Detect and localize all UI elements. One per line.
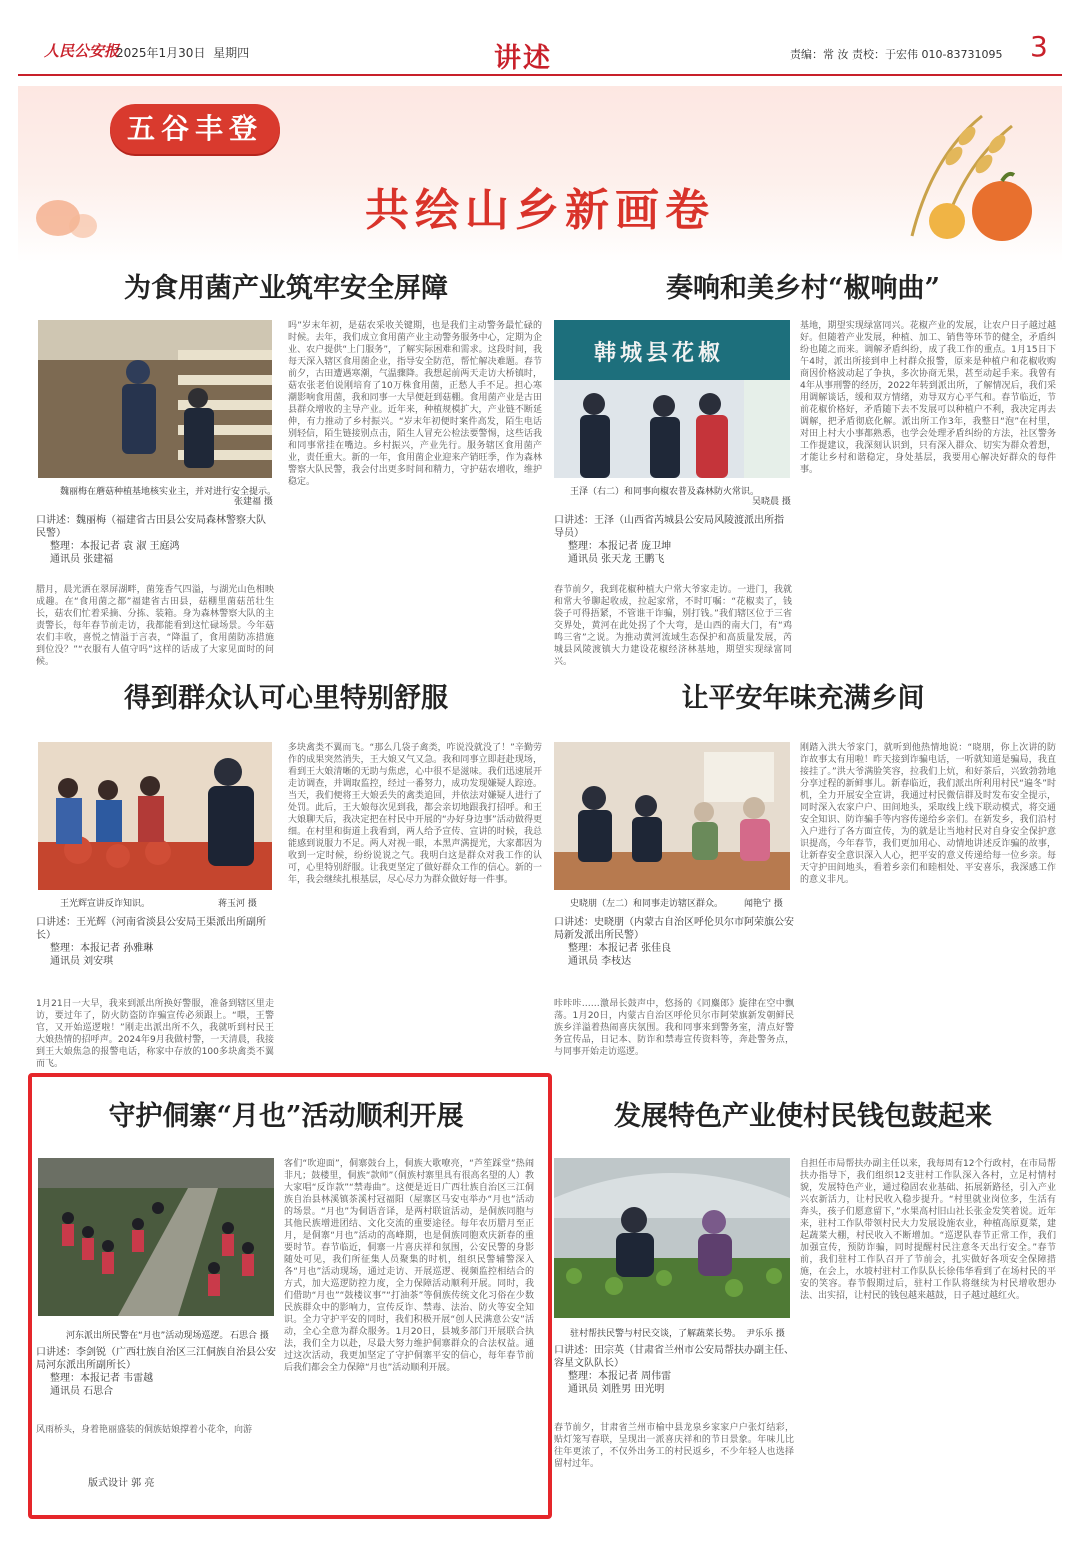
article-body-right: 吗”岁末年初，是菇农采收关键期，也是我们主动警务最忙碌的时候。去年，我们成立食用菌产业主动警务服务中心，定期为企业、农户提供“上门服务”，了解实际困难和需求。这段时间，我每天深入辖区食用菌企业，指导安全防范，帮忙解决难题。春节前夕，古田遭遇寒潮，气温骤降。我想起前两天走访大桥镇时，菇农张老伯说刚培育了10万株食用菌，正愁人手不足。担心寒潮影响食用菌，我和同事一大早便赶到菇棚。食用菌产业是古田县群众增收的主导产业。近年来，种植规模扩大，产业链不断延伸，有力推动了乡村振兴。“岁末年初便时案件高发，陌生电话别轻信，陌生链接别点击，陌生人冒充公检法要警惕，这些话我和同事常挂在嘴边。乡村振兴，产业先行。服务辖区食用菌产业，责任重大。新的一年，食用菌企业迎来产销旺季，作为森林警察大队民警，我会付出更多时间和精力，守护菇农增收，维护稳定。	[288, 321, 542, 487]
photo-credit: 石思合 摄	[230, 1331, 269, 1341]
photo-credit: 张建福 摄	[234, 497, 273, 507]
page-number: 3	[1030, 30, 1048, 63]
photo-credit: 尹乐乐 摄	[746, 1329, 785, 1339]
article-credits: 口讲述：李剑锐（广西壮族自治区三江侗族自治县公安局河东派出所副所长） 整理：本报记者 韦雷越 通讯员 石思合	[36, 1347, 276, 1397]
article-photo	[554, 320, 790, 478]
vegetable-greenhouse-photo-icon	[554, 1158, 790, 1318]
photo-caption: 王光辉宣讲反诈知识。	[60, 899, 151, 909]
photo-caption: 河东派出所民警在“月也”活动现场巡逻。	[66, 1331, 229, 1341]
masthead	[0, 0, 1080, 78]
photo-credit: 吴晓晨 摄	[752, 497, 791, 507]
anti-fraud-publicity-photo-icon	[38, 742, 272, 890]
article-public-approval	[26, 672, 546, 1069]
article-body-right: 刚踏入洪大爷家门，就听到他热情地说：“晓朋，你上次讲的防诈故事太有用啦！昨天接到诈骗电话，一听就知道是骗局，我直接挂了。”洪大爷满脸笑容，拉我们上炕，和好茶后，兴致勃勃地分享过程的新鲜事儿。新春临近，我们派出所利用村民“遍冬”时机，全力开展安全宣讲，我通过村民微信群及时发布安全提示，同时深入农家户户、田间地头，采取线上线下联动模式，将交通安全知识、防诈骗手等内容传递给乡亲们。在新发乡，我们沿村入户进行了各方面宣传，为的就是让当地村民对自身安全保护意识提高，今年春节，我们更加用心、动情地讲述反诈骗的故事，让新春安全意识深入人心，把平安的意义传递给每一位乡亲。每天守护田间地头，看着乡亲们和睦相处、平安喜乐，我深感工作的意义非凡。	[800, 743, 1056, 885]
article-specialty-industry	[546, 1082, 1060, 1482]
article-photo	[38, 742, 272, 890]
article-body-left: 腊月，晨光洒在翠屏湖畔，菌笼香气四溢，与湖光山色相映成趣。在“食用菌之都”福建省古田县，菇棚里菌菇茁壮生长，菇农们忙着采摘、分拣、装箱。身为森林警察大队的主责警长，每年春节前走访，我都能看到这忙碌场景。今年菇农们丰收，喜悦之情溢于言表，“降温了，食用菌防冻措施到位没？”“衣服有人值守吗”这样的话成了大家见面时的问候。	[36, 585, 274, 667]
harvest-grain-icon	[872, 96, 1042, 246]
article-title: 守护侗寨“月也”活动顺利开展	[108, 1101, 464, 1132]
yueye-festival-photo-icon	[38, 1158, 274, 1316]
article-title: 让平安年味充满乡间	[681, 683, 925, 714]
article-body-right: 自担任市局帮扶办副主任以来，我每周有12个行政村，在市局帮扶办指导下，我们组织12支驻村工作队深入各村，立足村情村貌，发展特色产业，通过稳固农业基础、拓展新路径，引入产业兴农新活力，让村民收入稳步提升。“村里就业岗位多，生活有奔头，孩子们愿意留下，”水果高村旧山社长张金发笑着说。近年来，驻村工作队带领村民大力发展设施农业，种植高原夏菜，建起蔬菜大棚，村民收入不断增加。“巡逻队春节正常工作，我们加强宣传，预防诈骗，同时提醒村民注意冬天出行安全。”春节前，我们驻村工作队召开了节前会，扎实做好各项安全保障措施，在会上，水坡村驻村工作队队长徐伟华看到了在场村民的平安的笑容。春节假期过后，驻村工作队将继续为村民增收想办法、出实招，让村民的钱包越来越鼓，日子越过越红火。	[800, 1159, 1056, 1301]
article-pepper-village	[546, 262, 1060, 667]
photo-credit: 蒋玉河 摄	[218, 899, 257, 909]
article-body-right: 多块禽类不翼而飞。“那么几袋子禽类，咋说没就没了！”辛勤劳作的成果突然消失，王大娘又气又急。我和同事立即赶赴现场，看到王大娘清晰的无助与焦虑，心中很不是滋味。我们迅速展开走访调查，并调取监控，经过一番努力，成功发现嫌疑人踪迹。当天，我们便将王大娘丢失的禽类追回，并依法对嫌疑人进行了处罚。此后，王大娘每次见到我，都会亲切地跟我打招呼。和王大娘聊天后，我决定把在村民中开展的“办好身边事”活动做得更细。在村里和街道上我看到，两人给予宣传、宣讲的时候，我总能感到说服力不足。两人对视一眼，本黑声满提光，大家都因为收到一定时候，纷纷说说之气。我明白这是群众对我工作的认可，心里特别舒服。让我更坚定了做好群众工作的信心。新的一年，我会继续扎根基层，尽心尽力为群众做好每一件事。	[288, 743, 542, 885]
article-dong-village-yueye	[32, 1082, 540, 1472]
article-food-fungus	[26, 262, 546, 667]
article-credits: 口讲述：王光辉（河南省淡县公安局王渠派出所副所长） 整理：本报记者 孙雅琳 通讯员 刘安琪	[36, 917, 266, 967]
article-body-right: 客们“吹迎面”，侗寨鼓台上，侗族大歌嘹亮，“芦笙踩堂”热闹非凡；鼓楼里，侗族“款师”（侗族村寨里具有很高名望的人）教大家唱“反诈款”“禁毒曲”。这便是近日广西壮族自治区三江侗族自治县林溪镇茶溪村冠福阳（屋寨区马安屯举办“月也”活动的场景。“月也”为侗语音译，是两村联谊活动，是侗族同胞与其他民族增进团结、文化交流的重要途径。每年农历腊月至正月，是侗寨“月也”活动的高峰期，也是侗族同胞欢庆新春的重要时节。春节临近，侗寨一片喜庆祥和氛围，公安民警的身影随处可见，我们所征集人员聚集的时机，组织民警辅警深入各“月也”活动现场，通过走访、开展巡逻、视频监控相结合的方式，加大巡逻防控力度，全力保障活动顺利开展。同时，我们借助“月也”“鼓楼议事”“打油茶”等侗族传统文化习俗在少数民族群众中的影响力，宣传反诈、禁毒、法治、防火等安全知识。全力守护平安的同时，我们积极开展“创人民满意公安”活动，全心全意为群众服务。1月20日，县城多部门开展联合执法，我们全力以赴，尽最大努力维护侗寨群众的合法权益。通过这次活动，我更加坚定了守护侗寨平安的信心，每年春节前后我们都会全力保障“月也”活动顺利开展。	[284, 1159, 534, 1373]
article-body-left: 风雨桥头，身着艳丽盛装的侗族姑娘撑着小花伞，向游	[36, 1425, 253, 1435]
article-title: 为食用菌产业筑牢安全屏障	[124, 273, 448, 304]
article-body-left: 春节前夕，我到花椒种植大户常大爷家走访。一进门，我就和常大爷聊起收成，拉起家常，不时叮嘱：“花椒卖了，钱袋子可得捂紧，不管谁干诈骗，别打钱。”我们辖区位于三省交界处，黄河在此处拐了个大弯，是山西的南大门，有“鸡鸣三省”之说。为推动黄河流域生态保护和高质量发展，芮城县风陵渡镇大力建设花椒经济林基地，期望实现绿富同兴。	[554, 585, 792, 667]
article-photo	[554, 1158, 790, 1318]
banner-badge: 五谷丰登	[110, 104, 280, 154]
article-photo	[554, 742, 790, 890]
home-visit-photo-icon	[554, 742, 790, 890]
photo-credit: 闻艳宁 摄	[744, 899, 783, 909]
photo-caption: 史晓朋（左二）和同事走访辖区群众。	[570, 899, 724, 909]
photo-caption: 王泽（右二）和同事向椒农普及森林防火常识。	[570, 487, 760, 497]
masthead-divider	[18, 74, 1062, 76]
article-safe-new-year	[546, 672, 1060, 1064]
article-title: 奏响和美乡村“椒响曲”	[665, 273, 941, 304]
article-title: 得到群众认可心里特别舒服	[124, 683, 448, 714]
section-title: 讲述	[494, 43, 552, 74]
article-credits: 口讲述：魏丽梅（福建省古田县公安局森林警察大队民警） 整理：本报记者 袁 淑 王庭鸿 通讯员 张建福	[36, 515, 266, 565]
photo-caption: 驻村帮扶民警与村民交谈，了解蔬菜长势。	[570, 1329, 742, 1339]
article-photo	[38, 1158, 274, 1316]
article-credits: 口讲述：王泽（山西省芮城县公安局风陵渡派出所指导员） 整理：本报记者 庞卫坤 通讯员 张天龙 王鹏飞	[554, 515, 784, 565]
article-credits: 口讲述：田宗英（甘肃省兰州市公安局帮扶办副主任、容星文队队长） 整理：本报记者 周伟雷 通讯员 刘胜男 田光明	[554, 1345, 794, 1395]
article-body-left: 咔咔咔……激昂长鼓声中，悠扬的《同麋郎》旋律在空中飘荡。1月20日，内蒙古自治区呼伦贝尔市阿荣旗新发朝鲜民族乡洋溢着热闹喜庆氛围。我和同事来到警务室，清点好警务宣传品，日记本、防诈和禁毒宣传资料等，奔赴警务点，与同事开始走访巡逻。	[554, 999, 794, 1057]
layout-credit: 版式设计 郭 亮	[88, 1478, 155, 1489]
article-body-left: 春节前夕，甘肃省兰州市榆中县龙泉乡家家户户张灯结彩，贴灯笼写春联，呈现出一派喜庆祥和的节日景象。年味儿比往年更浓了，不仅外出务工的村民返乡，不少年轻人也选择留村过年。	[554, 1423, 794, 1469]
article-title: 发展特色产业使村民钱包鼓起来	[614, 1101, 992, 1132]
issue-date: 2025年1月30日 星期四	[116, 46, 250, 60]
article-body-right: 基地，期望实现绿富同兴。花椒产业的发展，让农户日子越过越好。但随着产业发展，种植、加工、销售等环节的健全，矛盾纠纷也随之而来。调解矛盾纠纷，成了我工作的重点。1月15日下午4时，派出所接到申上村群众报警，原来是种植户和花椒收购商因价格波动起了争执，多次协商无果，甚至动起手来。我曾有4年从事刑警的经历，2022年转到派出所，了解情况后，我们采用调解谈话，缓和双方情绪，劝导双方心平气和。春节临近，节前花椒价格好，矛盾随下去不发展可以种植户不利，我决定再去调解，把矛盾彻底化解。派出所工作3年，我整日“泡”在村里，对田上村大小事都熟悉，也学会处理矛盾纠纷的方法，社区警务工作提建议，我深刻认识到，只有深入群众、切实为群众着想，才能让乡村和谐稳定，身处基层，我要用心解决好群众的每件事。	[800, 321, 1056, 475]
photo-caption: 魏丽梅在蘑菇种植基地核实业主，并对进行安全提示。	[60, 487, 277, 497]
article-body-left: 1月21日一大早，我来到派出所换好警服，准备到辖区里走访，要过年了，防火防盗防诈骗宣传必须跟上。“喂，王警官，又开始巡逻啦！”刚走出派出所不久，我就听到村民王大娘热情的招呼声。2024年9月我做村警，一天清晨，我接到王大娘焦急的报警电话，称家中存放的100多块禽类不翼而飞。	[36, 999, 274, 1069]
newspaper-logo: 人民公安报	[44, 42, 120, 60]
article-credits: 口讲述：史晓朋（内蒙古自治区呼伦贝尔市阿荣旗公安局新发派出所民警） 整理：本报记者 张佳良 通讯员 李枝达	[554, 917, 794, 967]
photo-sign-text: 韩城县花椒	[594, 340, 725, 366]
feature-banner	[18, 86, 1062, 262]
mushroom-farm-photo-icon	[38, 320, 272, 478]
editor-credits: 责编：常 汝 责校：于宏伟 010-83731095	[790, 48, 1003, 61]
article-photo	[38, 320, 272, 478]
banner-slogan: 共绘山乡新画卷	[365, 185, 715, 236]
